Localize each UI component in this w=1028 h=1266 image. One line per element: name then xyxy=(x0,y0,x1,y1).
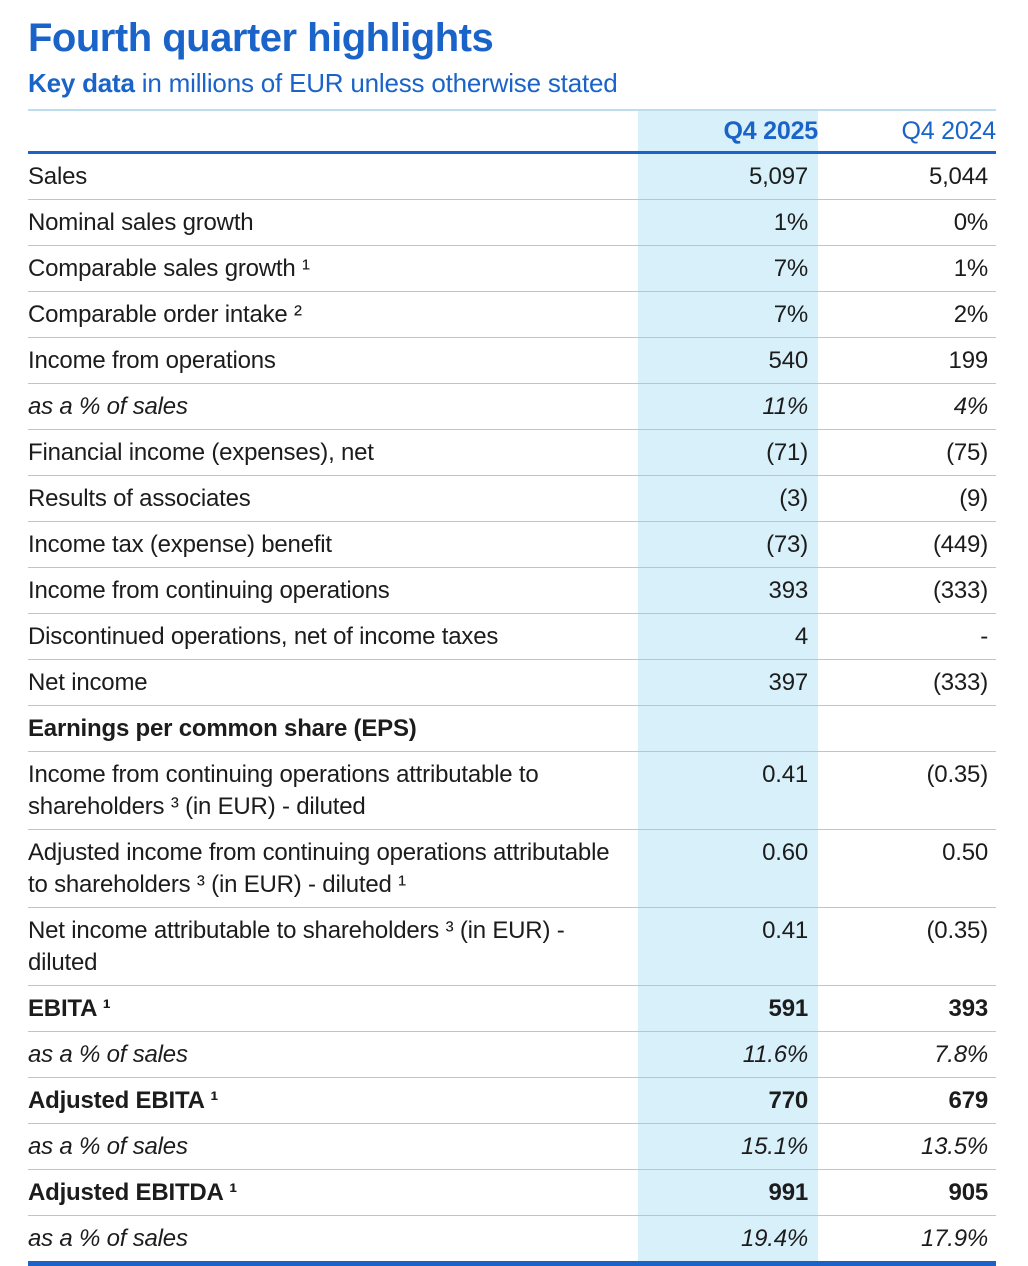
page-title: Fourth quarter highlights xyxy=(28,16,494,60)
row-label: Sales xyxy=(28,162,88,190)
value-q4-2024: (449) xyxy=(932,530,988,558)
value-q4-2024: 13.5% xyxy=(920,1132,988,1160)
value-q4-2025: 5,097 xyxy=(638,154,818,199)
value-q4-2025: 7% xyxy=(638,246,818,291)
value-q4-2025: 397 xyxy=(638,660,818,705)
value-q4-2024: 199 xyxy=(948,346,988,374)
row-label: Adjusted income from continuing operations attributable to shareholders ³ (in EUR) - diluted ¹ xyxy=(28,838,610,898)
table-row xyxy=(28,337,996,383)
table-row xyxy=(28,245,996,291)
value-q4-2025: 7% xyxy=(638,292,818,337)
value-q4-2025: 0.41 xyxy=(638,752,818,829)
table-row xyxy=(28,567,996,613)
value-q4-2025: 540 xyxy=(638,338,818,383)
value-q4-2025: 1% xyxy=(638,200,818,245)
value-q4-2024: 393 xyxy=(948,994,988,1022)
value-q4-2024: 4% xyxy=(953,392,988,420)
value-q4-2025: 19.4% xyxy=(638,1216,818,1261)
value-q4-2024 xyxy=(818,706,996,751)
row-label: Discontinued operations, net of income taxes xyxy=(28,622,499,650)
table-row xyxy=(28,1215,996,1261)
value-q4-2025: 11.6% xyxy=(638,1032,818,1077)
row-label: EBITA ¹ xyxy=(28,994,111,1022)
value-q4-2025: 0.60 xyxy=(638,830,818,907)
row-label: as a % of sales xyxy=(28,1132,188,1160)
value-q4-2025: (73) xyxy=(638,522,818,567)
value-q4-2025: 11% xyxy=(638,384,818,429)
table-row xyxy=(28,429,996,475)
table-row xyxy=(28,1077,996,1123)
row-label: Earnings per common share (EPS) xyxy=(28,714,417,742)
value-q4-2025: 4 xyxy=(638,614,818,659)
value-q4-2024: 2% xyxy=(953,300,988,328)
row-label: Net income attributable to shareholders ³ (in EUR) - diluted xyxy=(28,916,565,976)
row-label: Income from continuing operations xyxy=(28,576,390,604)
value-q4-2024: 0.50 xyxy=(942,838,988,866)
row-label: Financial income (expenses), net xyxy=(28,438,374,466)
value-q4-2025: (71) xyxy=(638,430,818,475)
value-q4-2025: 770 xyxy=(638,1078,818,1123)
row-label: Comparable order intake ² xyxy=(28,300,302,328)
table-row xyxy=(28,907,996,985)
value-q4-2024: (75) xyxy=(946,438,988,466)
value-q4-2024: 905 xyxy=(948,1178,988,1206)
table-row xyxy=(28,199,996,245)
table-body xyxy=(28,154,996,1261)
value-q4-2024: (9) xyxy=(959,484,988,512)
table-row xyxy=(28,613,996,659)
row-label: Adjusted EBITA ¹ xyxy=(28,1086,219,1114)
value-q4-2024: 5,044 xyxy=(928,162,988,190)
table-row xyxy=(28,475,996,521)
row-label: Income tax (expense) benefit xyxy=(28,530,332,558)
table-row xyxy=(28,985,996,1031)
value-q4-2024: (333) xyxy=(932,668,988,696)
table-row xyxy=(28,1123,996,1169)
value-q4-2024: 7.8% xyxy=(934,1040,988,1068)
value-q4-2025: 991 xyxy=(638,1170,818,1215)
table-row xyxy=(28,291,996,337)
row-label: Nominal sales growth xyxy=(28,208,254,236)
row-label: Income from continuing operations attributable to shareholders ³ (in EUR) - diluted xyxy=(28,760,539,820)
row-label: as a % of sales xyxy=(28,1040,188,1068)
key-data-table xyxy=(28,109,996,1266)
value-q4-2025 xyxy=(638,706,818,751)
value-q4-2024: - xyxy=(980,622,988,650)
row-label: Comparable sales growth ¹ xyxy=(28,254,310,282)
row-label: as a % of sales xyxy=(28,392,188,420)
value-q4-2024: (0.35) xyxy=(926,916,988,944)
value-q4-2025: (3) xyxy=(638,476,818,521)
column-header-q4-2024: Q4 2024 xyxy=(901,117,996,145)
value-q4-2025: 393 xyxy=(638,568,818,613)
value-q4-2024: (333) xyxy=(932,576,988,604)
header-spacer xyxy=(28,111,638,151)
table-row xyxy=(28,1169,996,1215)
row-label: Income from operations xyxy=(28,346,276,374)
value-q4-2025: 591 xyxy=(638,986,818,1031)
value-q4-2024: 17.9% xyxy=(920,1224,988,1252)
row-label: Net income xyxy=(28,668,148,696)
row-label: as a % of sales xyxy=(28,1224,188,1252)
row-label: Adjusted EBITDA ¹ xyxy=(28,1178,238,1206)
subtitle-units: in millions of EUR unless otherwise stated xyxy=(134,68,618,98)
table-row xyxy=(28,383,996,429)
value-q4-2025: 0.41 xyxy=(638,908,818,985)
table-header-row xyxy=(28,109,996,154)
value-q4-2025: 15.1% xyxy=(638,1124,818,1169)
table-row xyxy=(28,829,996,907)
table-row xyxy=(28,705,996,751)
table-row xyxy=(28,521,996,567)
table-row xyxy=(28,1031,996,1077)
table-row xyxy=(28,659,996,705)
subtitle-key-data: Key data xyxy=(28,68,135,98)
value-q4-2024: 1% xyxy=(953,254,988,282)
row-label: Results of associates xyxy=(28,484,251,512)
table-row xyxy=(28,154,996,199)
column-header-q4-2025: Q4 2025 xyxy=(638,111,818,151)
value-q4-2024: (0.35) xyxy=(926,760,988,788)
table-row xyxy=(28,751,996,829)
value-q4-2024: 679 xyxy=(948,1086,988,1114)
value-q4-2024: 0% xyxy=(953,208,988,236)
page-subtitle xyxy=(28,68,996,99)
